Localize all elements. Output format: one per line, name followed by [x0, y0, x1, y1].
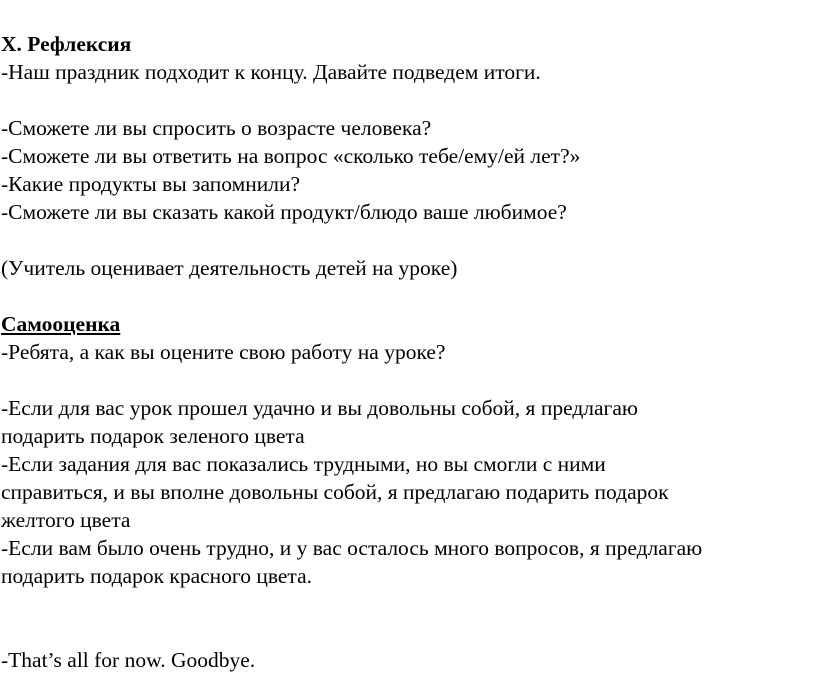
question-line: -Сможете ли вы сказать какой продукт/блюдо ваше любимое? [1, 200, 567, 224]
teacher-note: (Учитель оценивает деятельность детей на уроке) [1, 256, 458, 280]
question-line: -Сможете ли вы спросить о возрасте человека? [1, 116, 432, 140]
spacer [0, 618, 816, 646]
spacer [0, 590, 816, 618]
spacer [0, 282, 816, 310]
assessment-line: справиться, и вы вполне довольны собой, я предлагаю подарить подарок [1, 480, 669, 504]
self-assessment-heading: Самооценка [1, 312, 121, 336]
assessment-line: подарить подарок зеленого цвета [1, 424, 305, 448]
assessment-line: подарить подарок красного цвета. [1, 564, 312, 588]
assessment-line: -Если для вас урок прошел удачно и вы довольны собой, я предлагаю [1, 396, 638, 420]
intro-line: -Наш праздник подходит к концу. Давайте подведем итоги. [1, 60, 541, 84]
closing-line: -That’s all for now. Goodbye. [1, 648, 256, 672]
document-page [0, 30, 816, 674]
spacer [0, 366, 816, 394]
question-line: -Сможете ли вы ответить на вопрос «сколько тебе/ему/ей лет?» [1, 144, 581, 168]
question-line: -Какие продукты вы запомнили? [1, 172, 301, 196]
spacer [0, 226, 816, 254]
assessment-line: желтого цвета [1, 508, 131, 532]
assessment-line: -Если задания для вас показались трудными, но вы смогли с ними [1, 452, 606, 476]
spacer [0, 86, 816, 114]
section-heading: X. Рефлексия [1, 32, 132, 56]
assessment-line: -Если вам было очень трудно, и у вас осталось много вопросов, я предлагаю [1, 536, 703, 560]
self-assessment-question: -Ребята, а как вы оцените свою работу на уроке? [1, 340, 446, 364]
